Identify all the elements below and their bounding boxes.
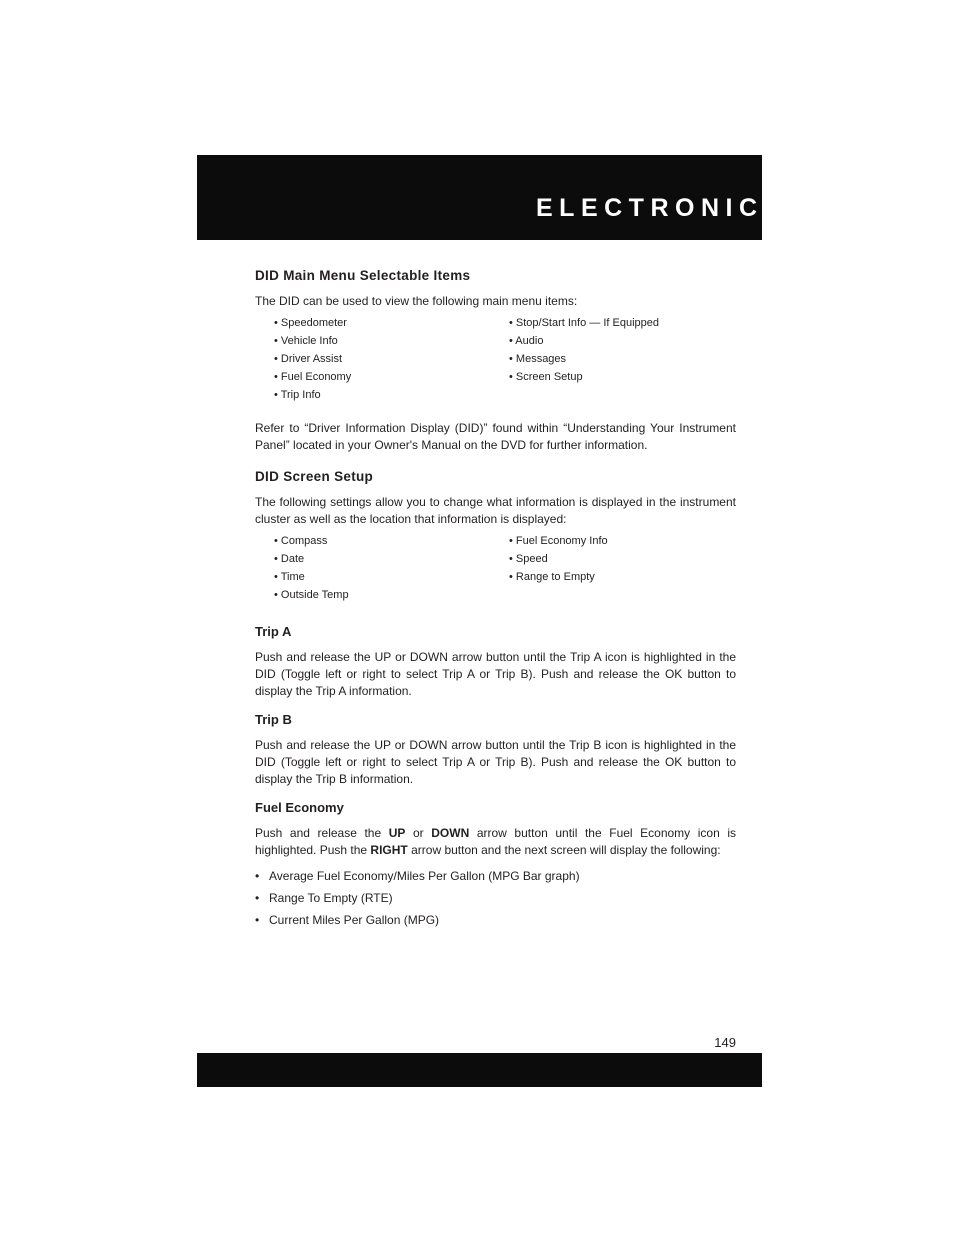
setting-item: • Fuel Economy Info xyxy=(509,535,608,547)
screen-setup-list xyxy=(274,534,736,602)
main-menu-intro: The DID can be used to view the following main menu items: xyxy=(255,294,578,308)
menu-item: • Speedometer xyxy=(274,317,347,329)
menu-item: • Fuel Economy xyxy=(274,371,352,383)
trip-a-heading: Trip A xyxy=(255,624,292,639)
page-number: 149 xyxy=(714,1035,736,1050)
setting-item: • Time xyxy=(274,571,305,583)
setting-item: • Compass xyxy=(274,535,328,547)
screen-setup-intro: The following settings allow you to change what information is displayed in the instrument cluster as well as the location that information is displayed: xyxy=(255,495,736,526)
setting-item: • Speed xyxy=(509,553,548,565)
menu-item: • Screen Setup xyxy=(509,371,583,383)
list-item: • Range To Empty (RTE) xyxy=(255,890,736,907)
setting-item: • Outside Temp xyxy=(274,589,349,601)
main-menu-refer-text: Refer to “Driver Information Display (DID)” found within “Understanding Your Instrument Panel” located in your Owner's Manual on the DVD for further information. xyxy=(255,421,736,452)
menu-item: • Stop/Start Info — If Equipped xyxy=(509,317,659,329)
setting-item: • Range to Empty xyxy=(509,571,595,583)
trip-b-heading: Trip B xyxy=(255,712,292,727)
trip-a-text: Push and release the UP or DOWN arrow button until the Trip A icon is highlighted in the DID (Toggle left or right to select Trip A or Trip B). Push and release the OK button to display the Trip A information. xyxy=(255,650,736,698)
menu-item: • Trip Info xyxy=(274,389,321,401)
menu-item: • Vehicle Info xyxy=(274,335,338,347)
main-menu-list xyxy=(274,316,736,402)
page-content xyxy=(255,268,736,934)
main-menu-heading: DID Main Menu Selectable Items xyxy=(255,268,471,283)
fuel-economy-heading: Fuel Economy xyxy=(255,800,344,815)
fuel-economy-list xyxy=(255,868,736,929)
screen-setup-heading: DID Screen Setup xyxy=(255,469,374,484)
menu-item: • Driver Assist xyxy=(274,353,343,365)
trip-b-text: Push and release the UP or DOWN arrow button until the Trip B icon is highlighted in the DID (Toggle left or right to select Trip A or Trip B). Push and release the OK button to display the Trip B information. xyxy=(255,738,736,786)
fuel-economy-text: Push and release the UP or DOWN arrow button until the Fuel Economy icon is highlighted. Push the RIGHT arrow button and the next screen will display the following: xyxy=(255,826,737,857)
list-item: • Current Miles Per Gallon (MPG) xyxy=(255,912,736,929)
section-title: ELECTRONICS xyxy=(536,194,787,222)
list-item: • Average Fuel Economy/Miles Per Gallon (MPG Bar graph) xyxy=(255,868,736,885)
menu-item: • Messages xyxy=(509,353,567,365)
footer-bar xyxy=(197,1053,762,1087)
setting-item: • Date xyxy=(274,553,305,565)
menu-item: • Audio xyxy=(509,335,544,347)
